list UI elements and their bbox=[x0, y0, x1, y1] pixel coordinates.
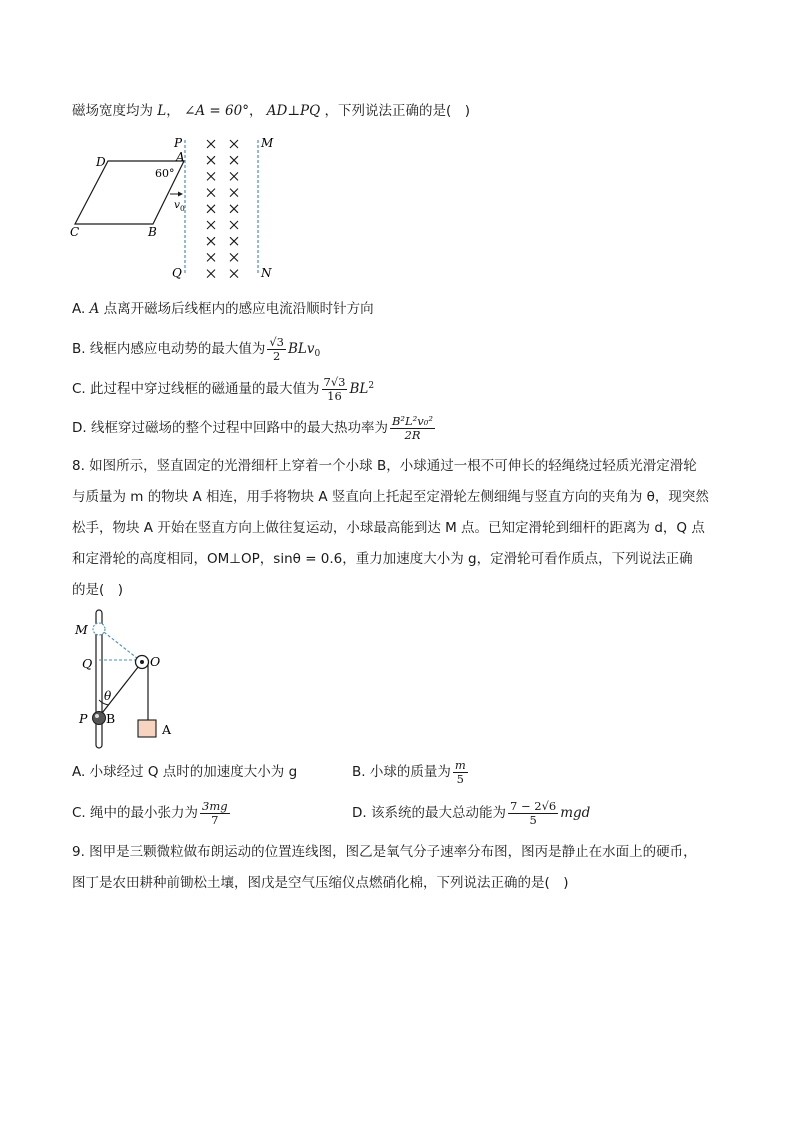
q8-line-3: 松手，物块 A 开始在竖直方向上做往复运动，小球最高能到达 M 点。已知定滑轮到细杆的距离为 d，Q 点 bbox=[72, 520, 705, 536]
q7-option-a: A. A 点离开磁场后线框内的感应电流沿顺时针方向 bbox=[72, 301, 374, 317]
fraction: $\frac{\text{B²L²v₀²}}{2R}$ bbox=[391, 413, 434, 442]
q7-option-b: B. 线框内感应电动势的最大值为 $\frac{√3}{2}$ BLv$_0$ bbox=[72, 334, 321, 363]
label-O: O bbox=[150, 654, 161, 669]
label-P: P bbox=[79, 711, 88, 726]
q9-line-2: 图丁是农田耕种前锄松土壤，图戊是空气压缩仪点燃硝化棉，下列说法正确的是( ) bbox=[72, 875, 569, 891]
q8-line-4: 和定滑轮的高度相同，OM⊥OP，sinθ = 0.6，重力加速度大小为 g，定滑轮可看作质点，下列说法正确 bbox=[72, 551, 693, 567]
q7-option-d: D. 线框穿过磁场的整个过程中回路中的最大热功率为 $\frac{\text{B²L²v₀²}}{2R}$ bbox=[72, 413, 434, 442]
label-Q: Q bbox=[82, 656, 93, 671]
label-Q: Q bbox=[172, 266, 182, 280]
label-B: B bbox=[148, 225, 157, 239]
fraction: $\frac{m}{5}$ bbox=[454, 757, 466, 786]
var-L: L bbox=[157, 103, 167, 119]
q8-option-d: D. 该系统的最大总动能为 $\frac{7 - 2√6}{5}$ mgd bbox=[352, 798, 591, 827]
fraction: $\frac{7√3}{16}$ bbox=[323, 374, 346, 403]
label-A: A bbox=[162, 722, 172, 737]
label-N: N bbox=[261, 266, 272, 280]
label-angle: 60° bbox=[155, 167, 175, 180]
magnetic-field-crosses bbox=[207, 140, 238, 278]
perp-expr: AD⊥PQ bbox=[266, 103, 321, 119]
position-M-ball bbox=[93, 623, 105, 635]
q7-option-c: C. 此过程中穿过线框的磁通量的最大值为 $\frac{7√3}{16}$ $BL^2$ bbox=[72, 374, 375, 403]
label-C: C bbox=[70, 225, 80, 239]
label-B: B bbox=[106, 711, 116, 726]
ball-B bbox=[93, 712, 106, 725]
label-theta: θ bbox=[104, 689, 112, 703]
q7-figure bbox=[66, 132, 286, 282]
q7-stem: 磁场宽度均为 L， ∠A = 60°， AD⊥PQ ，下列说法正确的是( ) bbox=[72, 103, 471, 119]
q8-option-b: B. 小球的质量为 $\frac{m}{5}$ bbox=[352, 757, 466, 786]
q8-line-5: 的是( ) bbox=[72, 582, 124, 598]
label-M: M bbox=[261, 136, 274, 150]
q8-option-c: C. 绳中的最小张力为 $\frac{3mg}{7}$ bbox=[72, 798, 228, 827]
label-A: A bbox=[176, 150, 185, 164]
label-M: M bbox=[75, 622, 88, 637]
q8-line-2: 与质量为 m 的物块 A 相连，用手将物块 A 竖直向上托起至定滑轮左侧细绳与竖直方向的夹角为 θ，现突然 bbox=[72, 489, 709, 505]
label-P: P bbox=[174, 136, 183, 150]
label-D: D bbox=[96, 155, 106, 169]
fraction: $\frac{3mg}{7}$ bbox=[202, 798, 228, 827]
q8-option-a: A. 小球经过 Q 点时的加速度大小为 g bbox=[72, 764, 298, 780]
fraction: $\frac{7 - 2√6}{5}$ bbox=[509, 798, 557, 827]
q8-figure bbox=[72, 604, 192, 754]
velocity-arrow bbox=[178, 192, 183, 197]
fraction: $\frac{√3}{2}$ bbox=[269, 334, 284, 363]
label-v0-sub: 0 bbox=[180, 204, 185, 213]
block-A bbox=[138, 720, 156, 737]
q8-line-1: 8. 如图所示，竖直固定的光滑细杆上穿着一个小球 B，小球通过一根不可伸长的轻绳绕过轻质光滑定滑轮 bbox=[72, 458, 697, 474]
q9-line-1: 9. 图甲是三颗微粒做布朗运动的位置连线图，图乙是氧气分子速率分布图，图丙是静止在水面上的硬币， bbox=[72, 844, 697, 860]
angle-expr: ∠A = 60° bbox=[184, 103, 249, 119]
label-v0: v bbox=[174, 199, 180, 211]
